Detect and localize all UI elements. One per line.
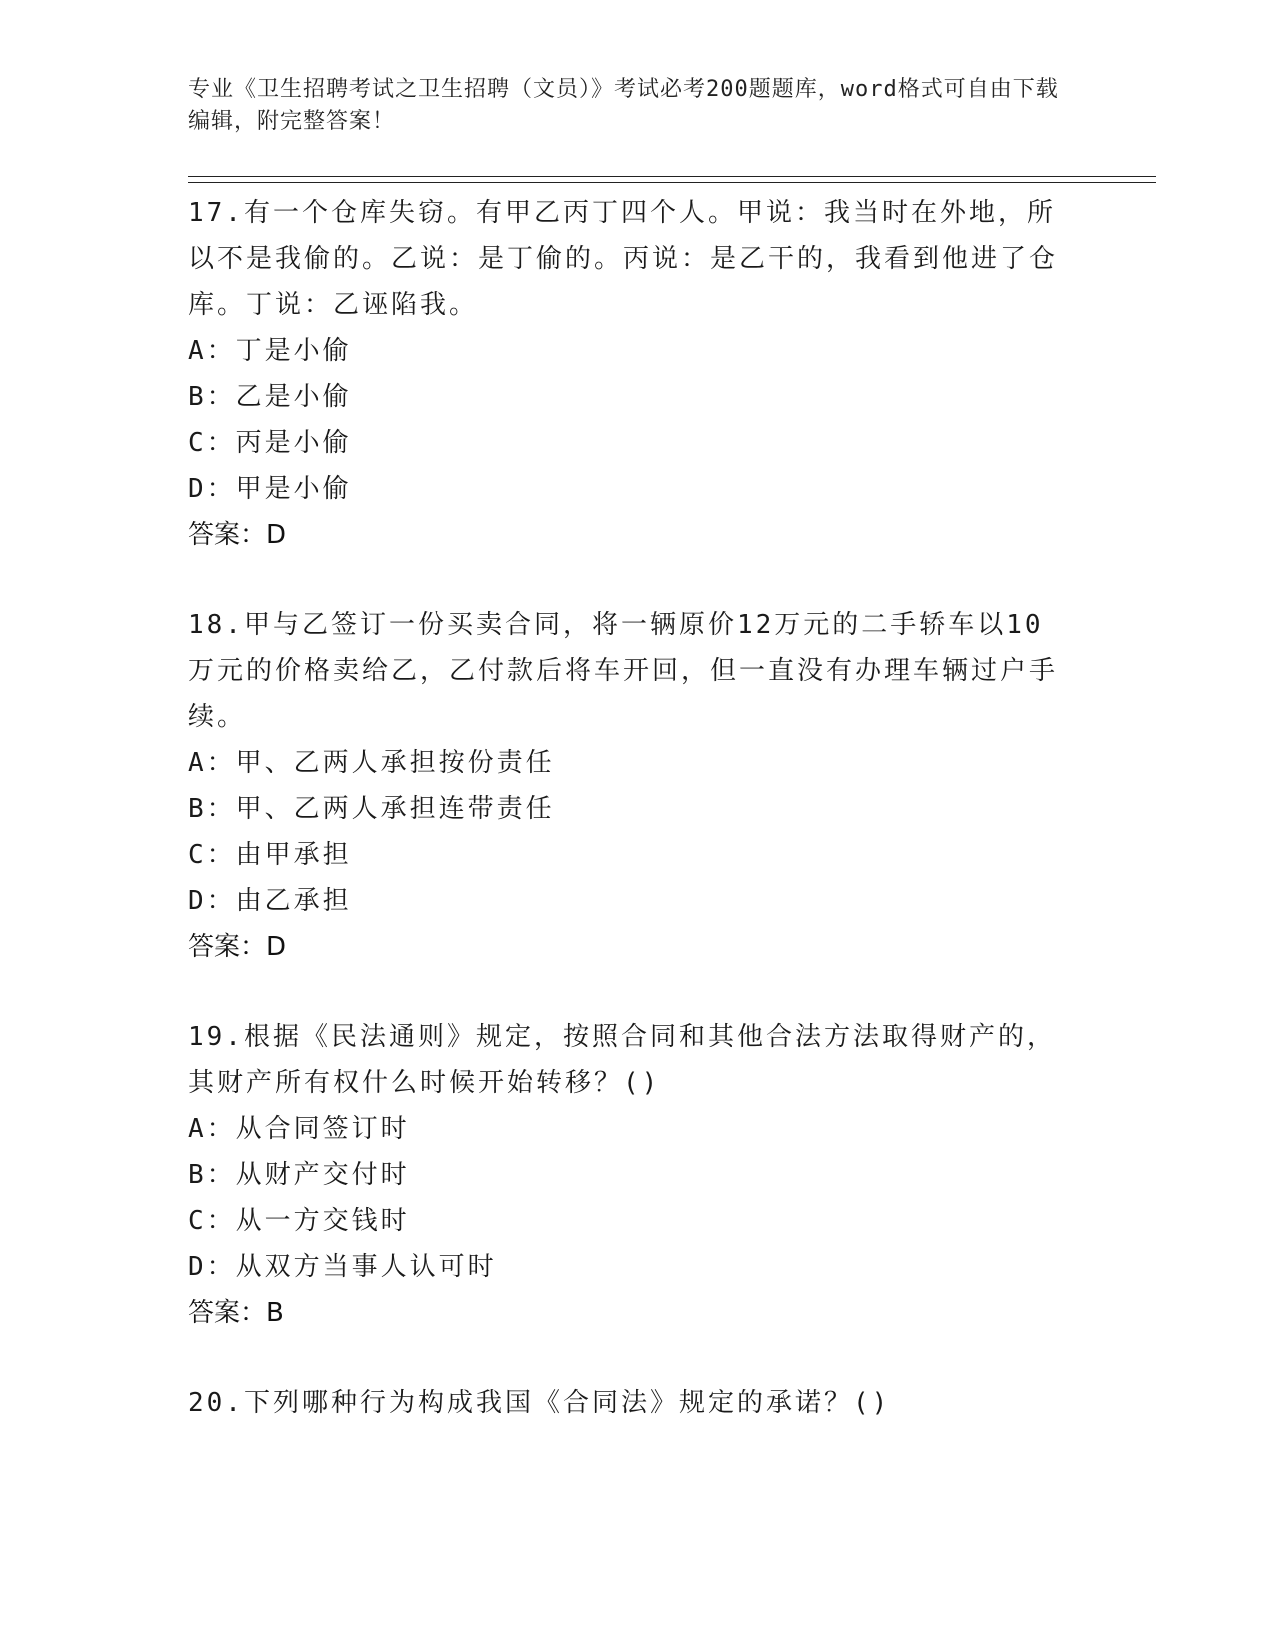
- option-c: C：由甲承担: [188, 840, 352, 870]
- question-stem: 17.有一个仓库失窃。有甲乙丙丁四个人。甲说：我当时在外地，所以不是我偷的。乙说：是丁偷的。丙说：是乙干的，我看到他进了仓库。丁说：乙诬陷我。: [188, 198, 1059, 320]
- option-b: B：从财产交付时: [188, 1160, 410, 1190]
- header-divider-top: [188, 176, 1156, 177]
- answer-line: 答案：D: [188, 520, 287, 550]
- option-a: A：甲、乙两人承担按份责任: [188, 748, 555, 778]
- option-d: D：甲是小偷: [188, 474, 352, 504]
- header-divider-bottom: [188, 182, 1156, 183]
- question-17: [188, 190, 1088, 558]
- option-a: A：从合同签订时: [188, 1114, 410, 1144]
- answer-line: 答案：B: [188, 1298, 284, 1328]
- answer-line: 答案：D: [188, 932, 287, 962]
- question-spacer: [188, 1336, 1088, 1380]
- question-stem: 19.根据《民法通则》规定，按照合同和其他合法方法取得财产的，其财产所有权什么时候开始转移？(): [188, 1022, 1056, 1098]
- option-d: D：从双方当事人认可时: [188, 1252, 497, 1282]
- question-list: [188, 190, 1088, 1426]
- option-d: D：由乙承担: [188, 886, 352, 916]
- document-header: 专业《卫生招聘考试之卫生招聘（文员）》考试必考200题题库，word格式可自由下载编辑，附完整答案！: [188, 77, 1059, 134]
- question-18: [188, 602, 1088, 970]
- question-spacer: [188, 970, 1088, 1014]
- question-spacer: [188, 558, 1088, 602]
- question-19: [188, 1014, 1088, 1336]
- option-b: B：甲、乙两人承担连带责任: [188, 794, 555, 824]
- option-c: C：从一方交钱时: [188, 1206, 410, 1236]
- option-a: A：丁是小偷: [188, 336, 352, 366]
- option-b: B：乙是小偷: [188, 382, 352, 412]
- option-c: C：丙是小偷: [188, 428, 352, 458]
- question-stem: 18.甲与乙签订一份买卖合同，将一辆原价12万元的二手轿车以10万元的价格卖给乙，乙付款后将车开回，但一直没有办理车辆过户手续。: [188, 610, 1059, 732]
- question-stem: 20.下列哪种行为构成我国《合同法》规定的承诺？(): [188, 1388, 891, 1418]
- question-20: [188, 1380, 1088, 1426]
